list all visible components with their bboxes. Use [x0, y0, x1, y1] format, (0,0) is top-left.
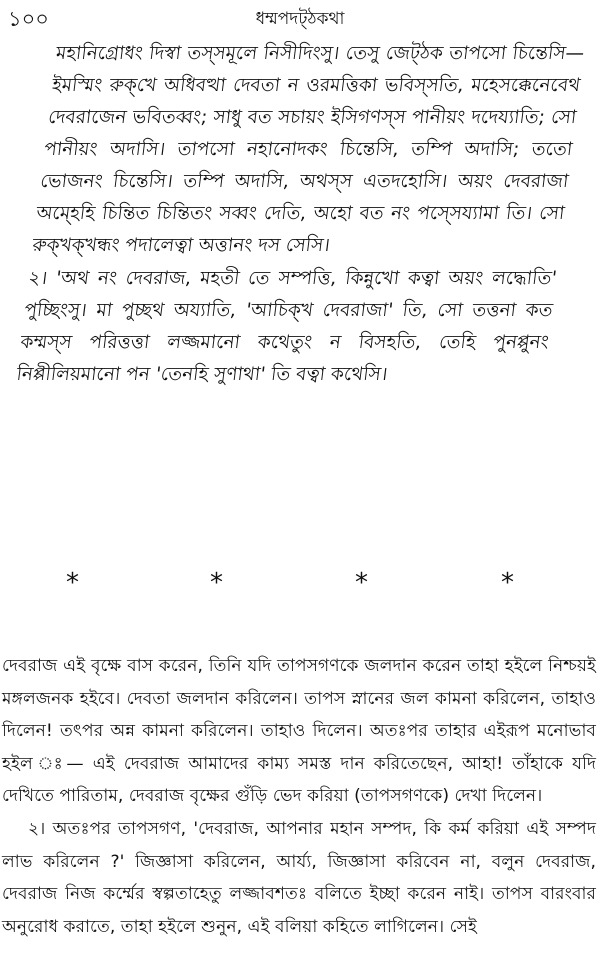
running-title: ধম্মপদট্‌ঠকথা — [255, 9, 345, 29]
section-separator — [0, 568, 600, 598]
bengali-translation-block — [2, 650, 596, 943]
separator-star: * — [66, 568, 79, 598]
bengali-paragraph-1: দেবরাজ এই বৃক্ষে বাস করেন, তিনি যদি তাপসগণকে জলদান করেন তাহা হইলে নিশ্চয়ই মঙ্গলজনক হইবে। দেবতা জলদান করিলেন। তাপস স্নানের জল কামনা করিলেন, তাহাও দিলেন! তৎপর অন্ন কামনা করিলেন। তাহাও দিলেন। অতঃপর তাহার এইরূপ মনোভাব হইল ঃ— এই দেবরাজ আমাদের কাম্য সমস্ত দান করিতেছেন, আহা! তাঁহাকে যদি দেখিতে পারিতাম, দেবরাজ বৃক্ষের গুঁড়ি ভেদ করিয়া (তাপসগণকে) দেখা দিলেন। — [2, 656, 596, 807]
pali-paragraph-1: মহানিগ্রোধং দিস্বা তস্সমূলে নিসীদিংসু। তেসু জেট্‌ঠক তাপসো চিন্তেসি—ইমস্মিং রুক্‌খে অধিবত্থা দেবতা ন ওরমত্তিকা ভবিস্সতি, মহেসক্কেনেবেথ দেবরাজেন ভবিতব্বং; সাধু বত সচায়ং ইসিগণস্স পানীয়ং দদেয্যাতি; সো পানীয়ং অদাসি। তাপসো নহানোদকং চিন্তেসি, তম্পি অদাসি; ততো ভোজনং চিন্তেসি। তম্পি অদাসি, অথস্স এতদহোসি। অয়ং দেবরাজা অম্হেহি চিন্তিত চিন্তিতং সব্বং দেতি, অহো বত নং পস্সেয্যামা তি। সো রুক্‌খক্‌খন্ধং পদালেত্বা অত্তানং দস সেসি। — [31, 43, 586, 256]
page-header — [0, 6, 600, 32]
separator-star: * — [355, 568, 368, 598]
separator-star: * — [501, 568, 514, 598]
separator-star: * — [210, 568, 223, 598]
pali-paragraph-2: ২। 'অথ নং দেবরাজ, মহতী তে সম্পত্তি, কিন্নুখো কত্বা অয়ং লদ্ধোতি' পুচ্ছিংসু। মা পুচ্ছথ অয্যাতি, 'আচিক্‌খ দেবরাজা' তি, সো তত্তনা কত কম্মস্স পরিত্তত্তা লজ্জমানো কথেতুং ন বিসহতি, তেহি পুনপ্পুনং নিপ্পীলিয়মানো পন 'তেনহি সুণাথা' তি বত্বা কথেসি। — [15, 268, 558, 385]
pali-text-block — [15, 38, 586, 391]
bengali-paragraph-2: ২। অতঃপর তাপসগণ, 'দেবরাজ, আপনার মহান সম্পদ, কি কর্ম করিয়া এই সম্পদ লাভ করিলেন ?' জিজ্ঞাসা করিলেন, আর্য্য, জিজ্ঞাসা করিবেন না, বলুন দেবরাজ, দেবরাজ নিজ কর্ম্মের স্বল্পতাহেতু লজ্জাবশতঃ বলিতে ইচ্ছা করেন নাই। তাপস বারংবার অনুরোধ করাতে, তাহা হইলে শুনুন, এই বলিয়া কহিতে লাগিলেন। সেই — [2, 818, 596, 937]
page-number: ১০০ — [8, 7, 49, 31]
